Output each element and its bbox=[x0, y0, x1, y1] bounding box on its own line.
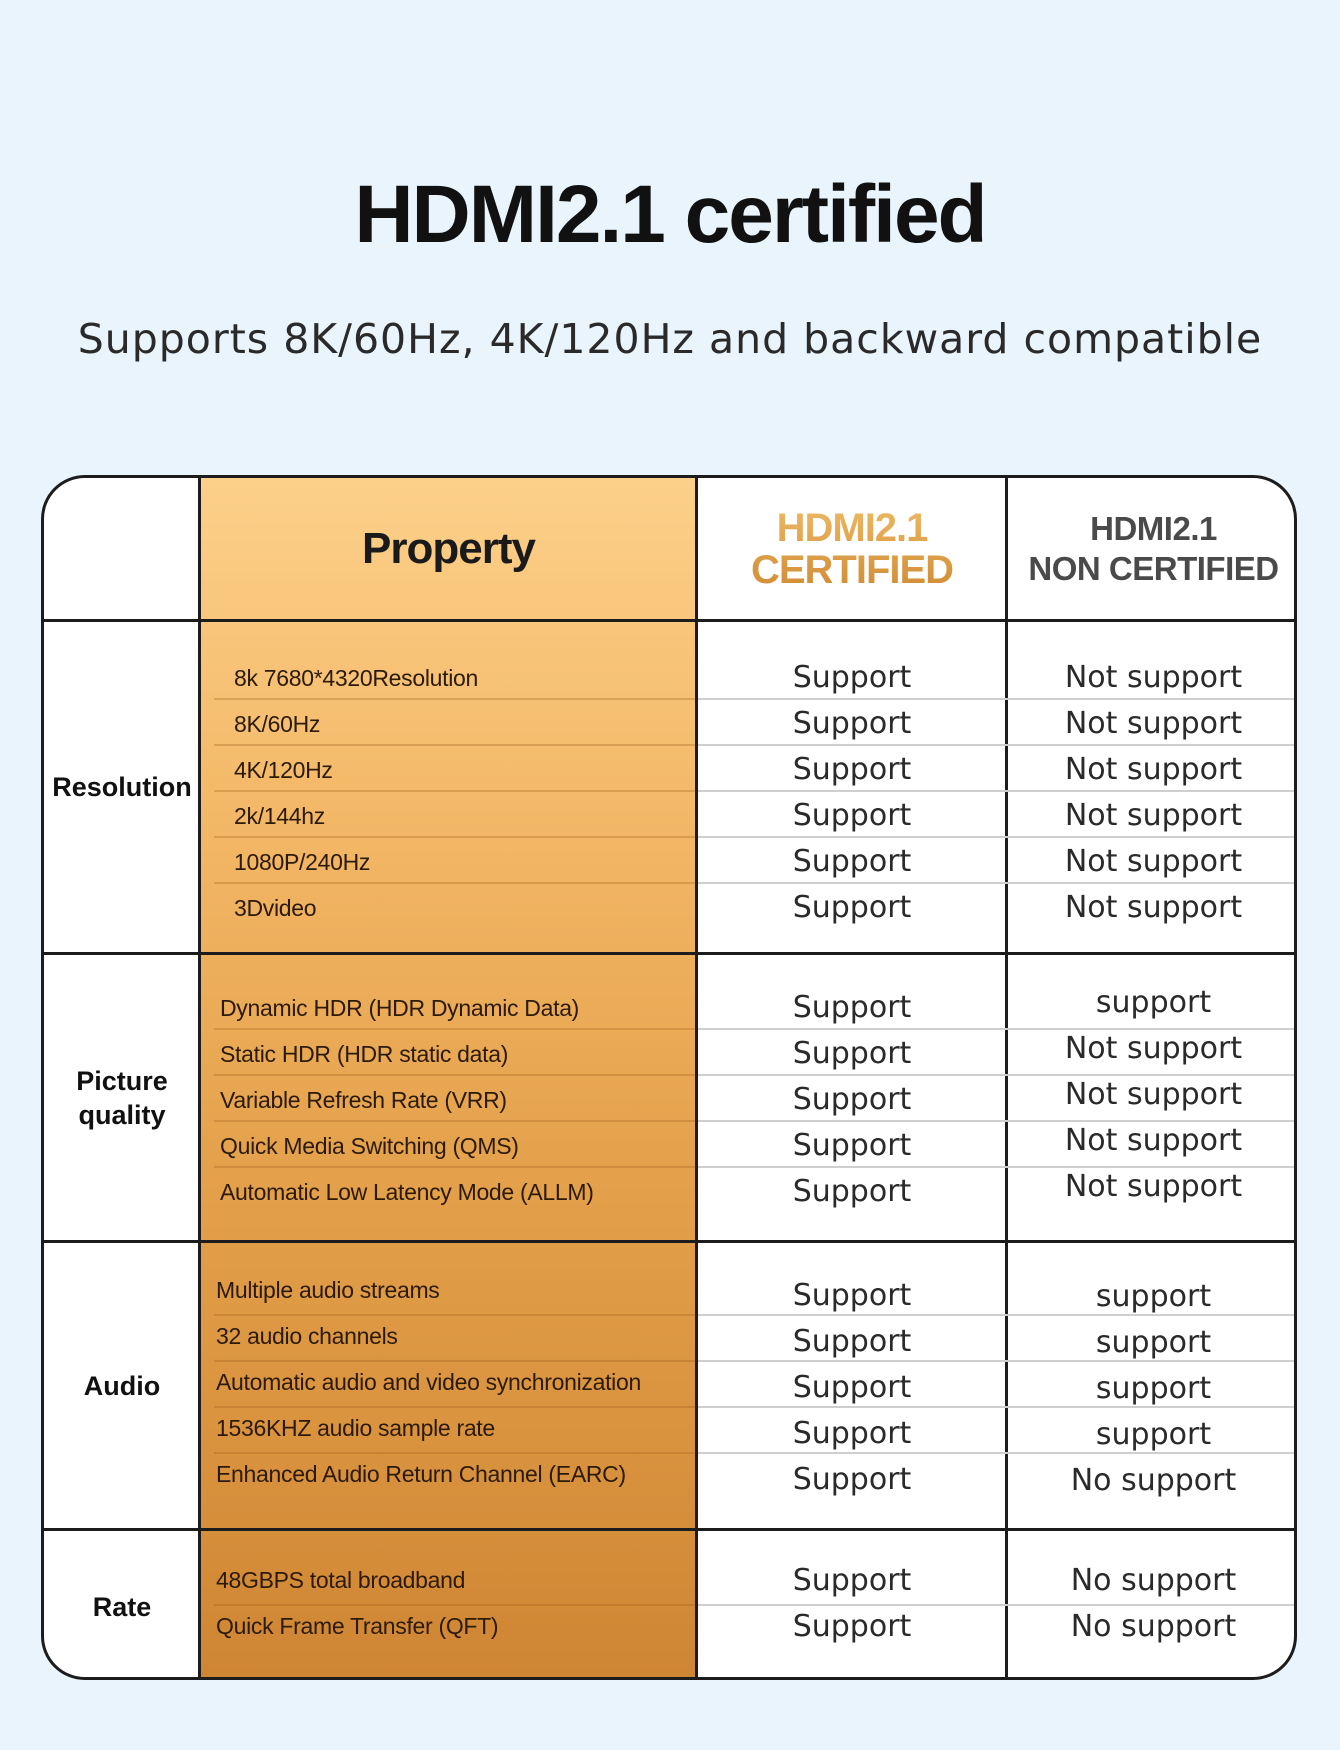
noncertified-cell: Not support bbox=[1064, 660, 1243, 695]
noncertified-cell: No support bbox=[1070, 1563, 1237, 1598]
noncertified-cell: Not support bbox=[1064, 1031, 1243, 1066]
noncertified-cell: support bbox=[1095, 1279, 1212, 1314]
header-property: Property bbox=[362, 524, 535, 573]
noncertified-cell: support bbox=[1095, 985, 1212, 1020]
certified-cell: Support bbox=[792, 752, 912, 787]
noncertified-cell: Not support bbox=[1064, 752, 1243, 787]
noncertified-cell: support bbox=[1095, 1417, 1212, 1452]
row-divider bbox=[214, 790, 695, 792]
property-cell: Multiple audio streams bbox=[216, 1277, 440, 1303]
row-divider bbox=[698, 790, 1297, 792]
category-rate: Rate bbox=[92, 1592, 152, 1622]
row-divider bbox=[214, 1120, 695, 1122]
category-picture-quality-line1: Picture bbox=[76, 1065, 168, 1096]
noncertified-cell: Not support bbox=[1064, 844, 1243, 879]
certified-cell: Support bbox=[792, 990, 912, 1025]
divider bbox=[44, 952, 1294, 955]
property-cell: 1080P/240Hz bbox=[234, 849, 371, 875]
row-divider bbox=[698, 882, 1297, 884]
property-cell: 1536KHZ audio sample rate bbox=[216, 1415, 495, 1441]
row-divider bbox=[698, 1166, 1297, 1168]
row-divider bbox=[698, 1360, 1297, 1362]
property-cell: Automatic Low Latency Mode (ALLM) bbox=[220, 1179, 594, 1205]
certified-cell: Support bbox=[792, 1174, 912, 1209]
row-divider bbox=[698, 1120, 1297, 1122]
property-cell: Enhanced Audio Return Channel (EARC) bbox=[216, 1461, 626, 1487]
row-divider bbox=[214, 882, 695, 884]
property-cell: Quick Frame Transfer (QFT) bbox=[216, 1613, 499, 1639]
divider bbox=[695, 478, 698, 1677]
category-resolution: Resolution bbox=[52, 772, 192, 802]
noncertified-cell: Not support bbox=[1064, 1077, 1243, 1112]
property-cell: 4K/120Hz bbox=[234, 757, 333, 783]
property-cell: Automatic audio and video synchronization bbox=[216, 1369, 641, 1395]
category-audio: Audio bbox=[83, 1370, 161, 1401]
header-noncertified bbox=[1007, 478, 1297, 620]
certified-cell: Support bbox=[792, 798, 912, 833]
row-divider bbox=[214, 1166, 695, 1168]
noncertified-cell: Not support bbox=[1064, 706, 1243, 741]
row-divider bbox=[698, 1604, 1297, 1606]
certified-cell: Support bbox=[792, 1128, 912, 1163]
certified-cell: Support bbox=[792, 1563, 912, 1598]
noncertified-cell: support bbox=[1095, 1325, 1212, 1360]
property-cell: Variable Refresh Rate (VRR) bbox=[220, 1087, 507, 1113]
row-divider bbox=[698, 1028, 1297, 1030]
certified-cell: Support bbox=[792, 1370, 912, 1405]
row-divider bbox=[214, 744, 695, 746]
certified-cell: Support bbox=[792, 844, 912, 879]
property-cell: 32 audio channels bbox=[216, 1323, 398, 1349]
property-cell: 3Dvideo bbox=[234, 895, 317, 921]
certified-cell: Support bbox=[792, 1082, 912, 1117]
row-divider bbox=[214, 1406, 695, 1408]
row-divider bbox=[698, 1406, 1297, 1408]
certified-cell: Support bbox=[792, 1278, 912, 1313]
row-divider bbox=[698, 698, 1297, 700]
noncertified-cell: Not support bbox=[1064, 1169, 1243, 1204]
noncertified-cell: support bbox=[1095, 1371, 1212, 1406]
property-cell: 48GBPS total broadband bbox=[216, 1567, 466, 1593]
property-cell: Dynamic HDR (HDR Dynamic Data) bbox=[220, 995, 580, 1021]
noncertified-cell: Not support bbox=[1064, 890, 1243, 925]
divider bbox=[44, 1528, 1294, 1531]
property-cell: 8k 7680*4320Resolution bbox=[234, 665, 479, 691]
property-cell: Static HDR (HDR static data) bbox=[220, 1041, 509, 1067]
category-picture-quality-line2: quality bbox=[78, 1099, 166, 1130]
divider bbox=[44, 1240, 1294, 1243]
noncertified-cell: Not support bbox=[1064, 798, 1243, 833]
row-divider bbox=[214, 1314, 695, 1316]
certified-cell: Support bbox=[792, 1609, 912, 1644]
category-picture-quality bbox=[44, 955, 200, 1240]
header-noncertified-line2: NON CERTIFIED bbox=[1028, 550, 1279, 587]
page-title: HDMI2.1 certified bbox=[354, 169, 986, 260]
row-divider bbox=[214, 1074, 695, 1076]
row-divider bbox=[698, 1452, 1297, 1454]
certified-cell: Support bbox=[792, 706, 912, 741]
row-divider bbox=[214, 836, 695, 838]
row-divider bbox=[214, 1028, 695, 1030]
header-noncertified-line1: HDMI2.1 bbox=[1090, 510, 1217, 547]
row-divider bbox=[214, 698, 695, 700]
noncertified-cell: No support bbox=[1070, 1463, 1237, 1498]
property-cell: Quick Media Switching (QMS) bbox=[220, 1133, 519, 1159]
row-divider bbox=[698, 1074, 1297, 1076]
certified-cell: Support bbox=[792, 1324, 912, 1359]
noncertified-cell: No support bbox=[1070, 1609, 1237, 1644]
comparison-table bbox=[41, 475, 1297, 1680]
noncertified-cell: Not support bbox=[1064, 1123, 1243, 1158]
divider bbox=[44, 619, 1294, 622]
row-divider bbox=[698, 744, 1297, 746]
property-cell: 2k/144hz bbox=[234, 803, 325, 829]
certified-cell: Support bbox=[792, 660, 912, 695]
page-subtitle: Supports 8K/60Hz, 4K/120Hz and backward compatible bbox=[77, 315, 1263, 363]
row-divider bbox=[214, 1360, 695, 1362]
row-divider bbox=[698, 1314, 1297, 1316]
certified-cell: Support bbox=[792, 1462, 912, 1497]
row-divider bbox=[214, 1452, 695, 1454]
header-certified bbox=[697, 478, 1007, 620]
header-certified-line2: CERTIFIED bbox=[750, 548, 954, 592]
property-column-background bbox=[200, 478, 697, 1677]
certified-cell: Support bbox=[792, 890, 912, 925]
row-divider bbox=[214, 1604, 695, 1606]
certified-cell: Support bbox=[792, 1416, 912, 1451]
certified-cell: Support bbox=[792, 1036, 912, 1071]
property-cell: 8K/60Hz bbox=[234, 711, 321, 737]
header-certified-line1: HDMI2.1 bbox=[776, 506, 928, 550]
row-divider bbox=[698, 836, 1297, 838]
